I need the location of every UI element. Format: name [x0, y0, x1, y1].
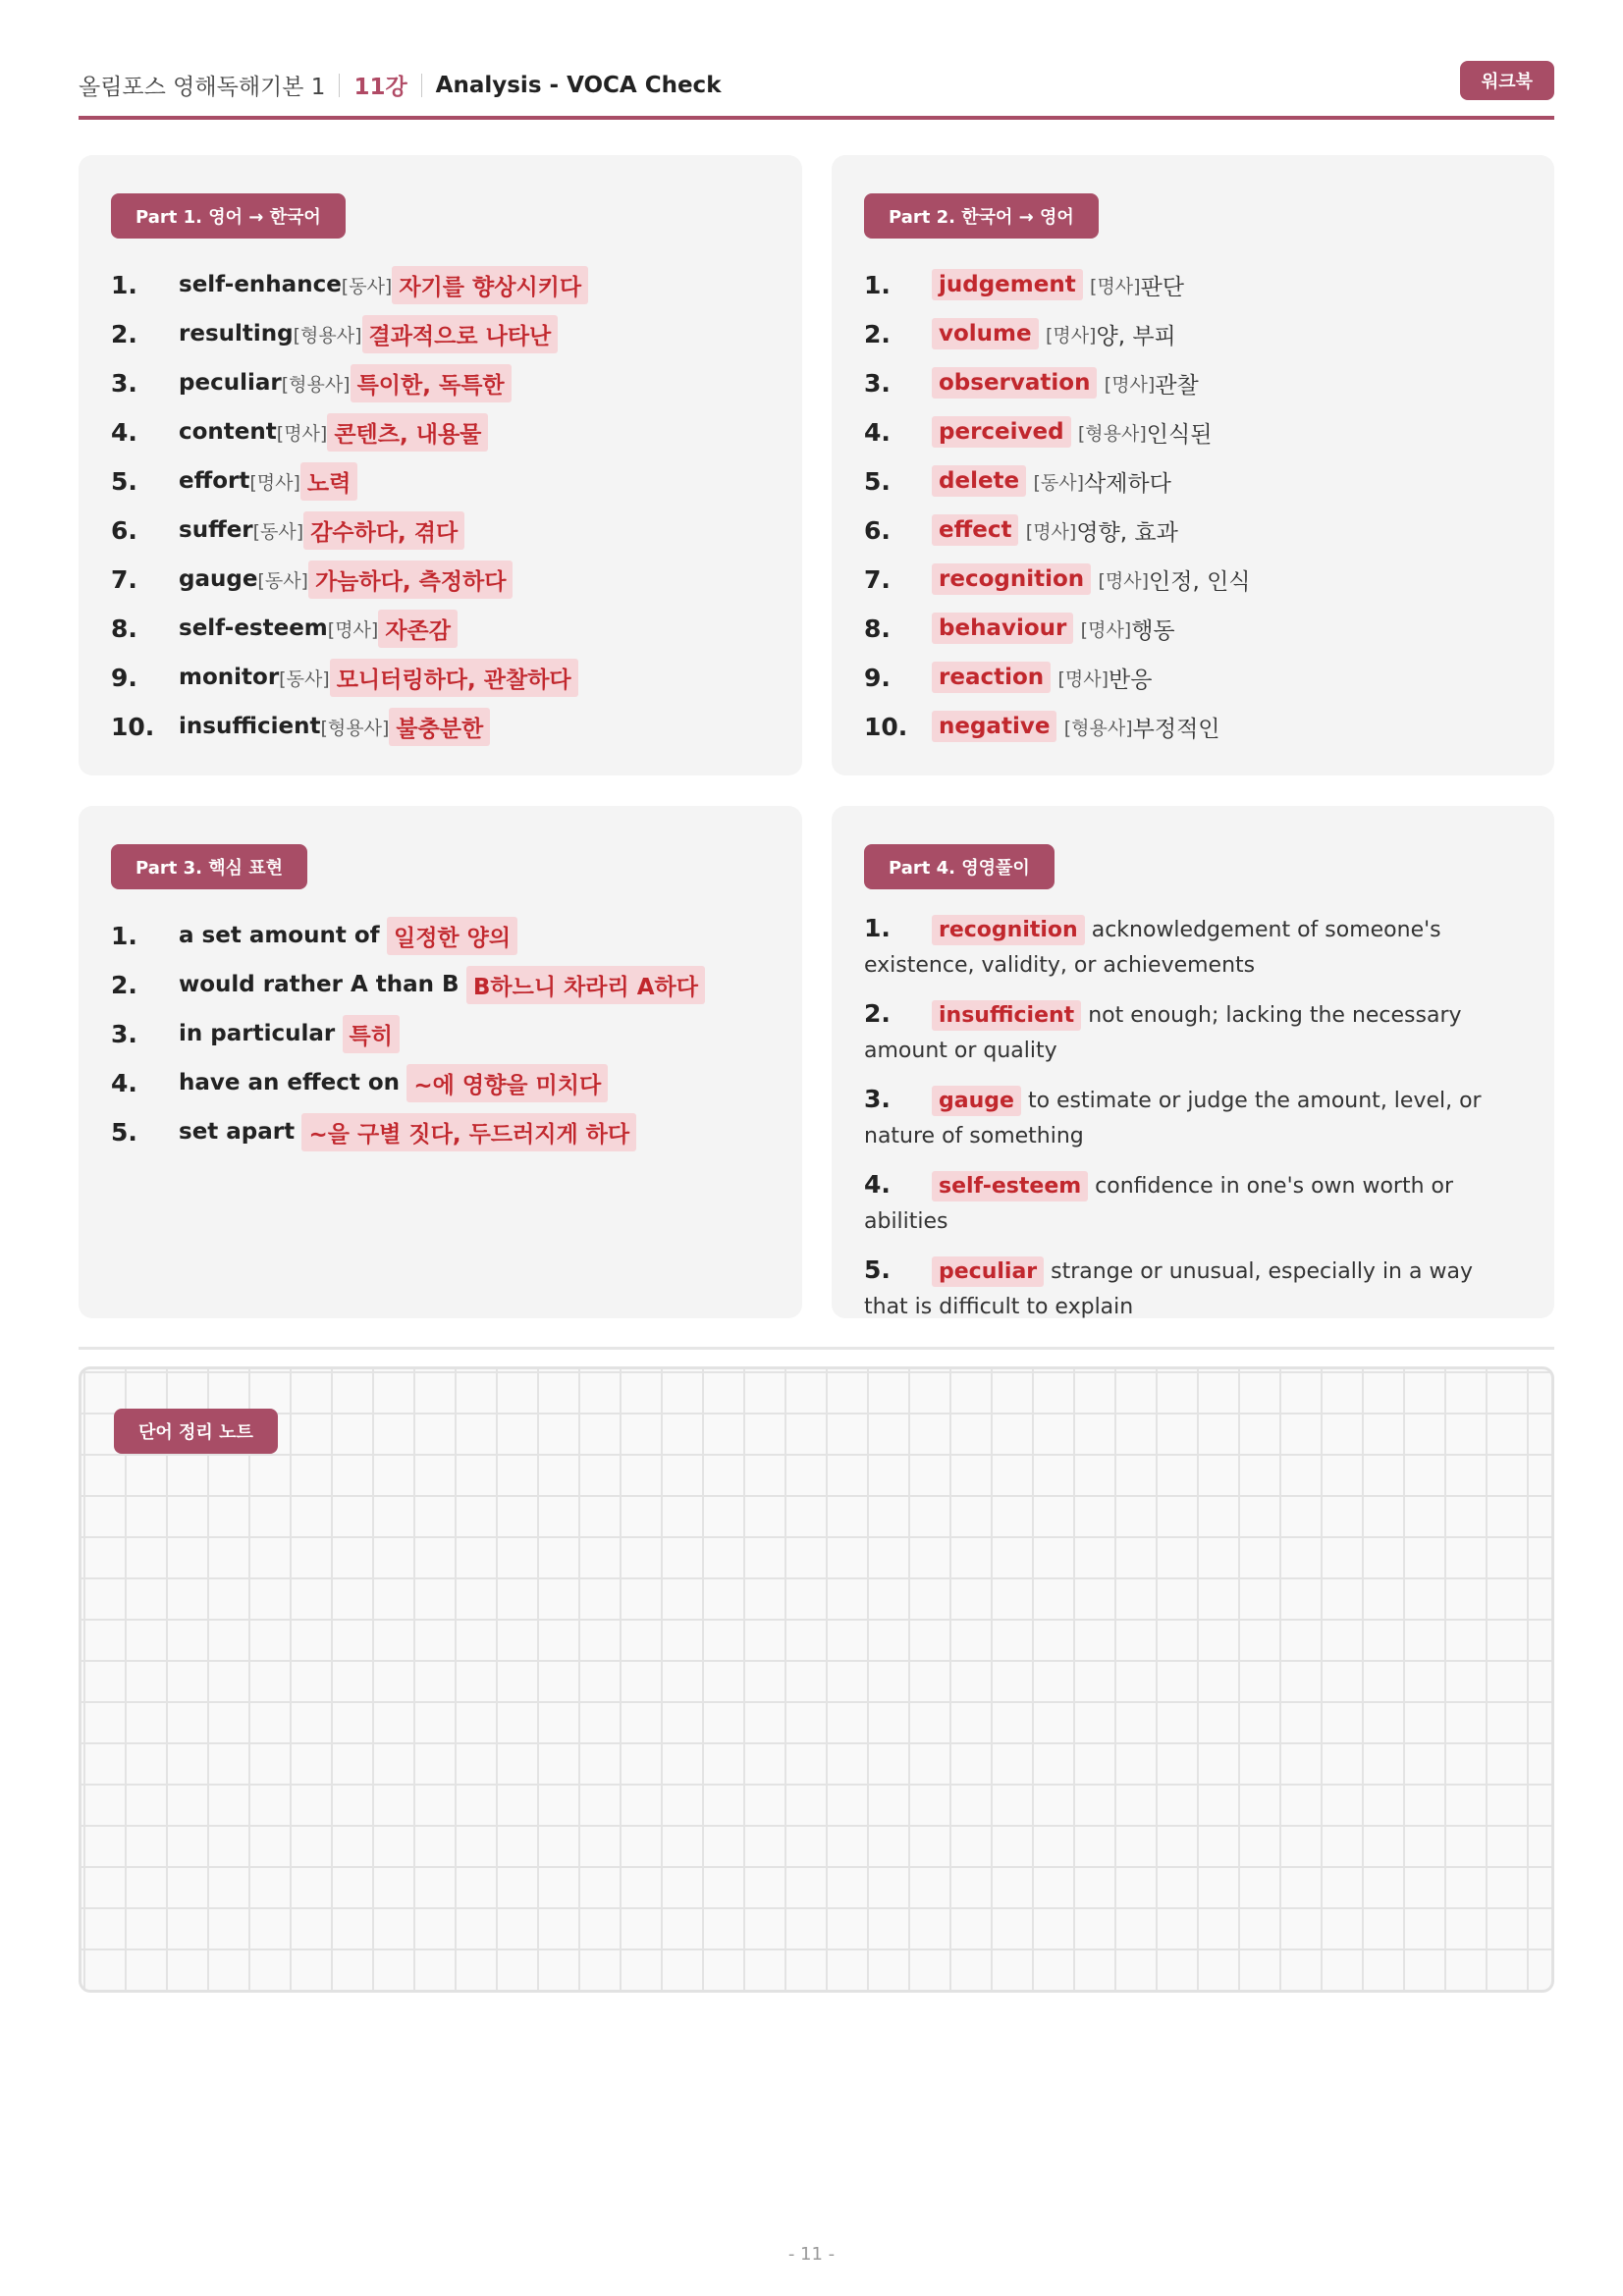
- list-item: [111, 260, 783, 309]
- list-item: [111, 1107, 783, 1156]
- list-item: [111, 506, 783, 555]
- item-number: 8.: [111, 614, 137, 643]
- item-number: 9.: [864, 663, 891, 692]
- key-phrase: in particular: [179, 1021, 336, 1046]
- vocab-word: content: [179, 419, 277, 445]
- key-phrase: set apart: [179, 1119, 296, 1145]
- answer-highlight: 노력: [300, 462, 357, 501]
- item-number: 1.: [111, 921, 137, 950]
- part3-list: [111, 911, 783, 1156]
- item-number: 3.: [864, 1085, 891, 1113]
- english-definition: confidence in one's own worth or abilities: [864, 1174, 1454, 1234]
- list-item: [111, 604, 783, 653]
- english-definition: to estimate or judge the amount, level, or nature of something: [864, 1089, 1482, 1148]
- list-item: [111, 911, 783, 960]
- answer-highlight: recognition: [932, 915, 1085, 945]
- item-number: 4.: [864, 1170, 891, 1199]
- item-number: 2.: [864, 999, 891, 1028]
- answer-highlight: 콘텐츠, 내용물: [327, 413, 488, 452]
- part-of-speech: [명사]: [327, 618, 379, 641]
- part1-list: [111, 260, 783, 751]
- item-number: 7.: [864, 564, 891, 594]
- list-item: [111, 555, 783, 604]
- header-separator: [339, 74, 340, 97]
- answer-highlight: reaction: [932, 662, 1051, 693]
- vocab-word: gauge: [179, 566, 258, 592]
- korean-meaning: 양, 부피: [1096, 323, 1176, 349]
- part2-panel: [832, 155, 1554, 775]
- answer-highlight: 결과적으로 나타난: [362, 315, 559, 353]
- answer-highlight: ~에 영향을 미치다: [406, 1064, 608, 1102]
- item-number: 5.: [111, 1117, 137, 1147]
- list-item: [111, 358, 783, 407]
- item-number: 5.: [864, 466, 891, 496]
- answer-highlight: 모니터링하다, 관찰하다: [330, 659, 578, 697]
- item-number: 5.: [111, 466, 137, 496]
- korean-meaning: 영향, 효과: [1076, 519, 1178, 546]
- item-number: 3.: [864, 368, 891, 398]
- part-of-speech: [명사]: [1098, 569, 1150, 592]
- answer-highlight: 자존감: [378, 610, 458, 648]
- answer-highlight: 특히: [343, 1015, 400, 1053]
- key-phrase: a set amount of: [179, 923, 380, 948]
- answer-highlight: delete: [932, 465, 1026, 497]
- part-of-speech: [형용사]: [1063, 717, 1133, 739]
- part-of-speech: [명사]: [1057, 667, 1109, 690]
- list-item: [864, 1082, 1515, 1154]
- part1-label: Part 1. 영어 → 한국어: [111, 193, 346, 239]
- part-of-speech: [동사]: [341, 275, 393, 297]
- answer-highlight: effect: [932, 514, 1018, 546]
- list-item: [111, 960, 783, 1009]
- item-number: 8.: [864, 614, 891, 643]
- answer-highlight: 불충분한: [389, 708, 490, 746]
- list-item: [111, 407, 783, 456]
- item-number: 3.: [111, 368, 137, 398]
- korean-meaning: 관찰: [1155, 372, 1199, 399]
- korean-meaning: 인식된: [1146, 421, 1213, 448]
- answer-highlight: B하느니 차라리 A하다: [466, 966, 705, 1004]
- page-header: [79, 61, 1554, 120]
- english-definition: not enough; lacking the necessary amount or quality: [864, 1003, 1462, 1063]
- part-of-speech: [동사]: [1033, 471, 1084, 494]
- list-item: [864, 358, 1535, 407]
- key-phrase: have an effect on: [179, 1070, 401, 1095]
- list-item: [864, 604, 1535, 653]
- english-definition: acknowledgement of someone's existence, validity, or achievements: [864, 918, 1441, 978]
- vocab-word: resulting: [179, 321, 294, 347]
- vocab-word: self-enhance: [179, 272, 342, 297]
- item-number: 4.: [111, 417, 137, 447]
- part1-panel: [79, 155, 802, 775]
- item-number: 3.: [111, 1019, 137, 1048]
- part-of-speech: [형용사]: [293, 324, 362, 347]
- answer-highlight: volume: [932, 318, 1039, 349]
- list-item: [111, 1058, 783, 1107]
- part2-list: [864, 260, 1535, 751]
- vocab-word: insufficient: [179, 714, 321, 739]
- list-item: [864, 653, 1535, 702]
- item-number: 1.: [864, 270, 891, 299]
- item-number: 2.: [111, 319, 137, 348]
- part4-label: Part 4. 영영풀이: [864, 844, 1055, 889]
- answer-highlight: recognition: [932, 563, 1091, 595]
- list-item: [864, 911, 1515, 984]
- korean-meaning: 반응: [1109, 667, 1153, 693]
- vocab-notes-grid[interactable]: [79, 1366, 1554, 1993]
- list-item: [111, 309, 783, 358]
- part3-label: Part 3. 핵심 표현: [111, 844, 307, 889]
- vocab-word: suffer: [179, 517, 253, 543]
- item-number: 6.: [111, 515, 137, 545]
- answer-highlight: 가늠하다, 측정하다: [308, 561, 514, 599]
- part4-list: [864, 911, 1515, 1338]
- item-number: 6.: [864, 515, 891, 545]
- answer-highlight: self-esteem: [932, 1171, 1088, 1201]
- part3-panel: [79, 806, 802, 1318]
- list-item: [111, 456, 783, 506]
- part-of-speech: [명사]: [1025, 520, 1077, 543]
- answer-highlight: perceived: [932, 416, 1071, 448]
- list-item: [864, 1253, 1515, 1325]
- item-number: 10.: [864, 712, 908, 741]
- item-number: 7.: [111, 564, 137, 594]
- answer-highlight: peculiar: [932, 1256, 1044, 1287]
- item-number: 1.: [864, 914, 891, 942]
- korean-meaning: 부정적인: [1132, 716, 1220, 742]
- part-of-speech: [형용사]: [320, 717, 390, 739]
- item-number: 1.: [111, 270, 137, 299]
- item-number: 4.: [864, 417, 891, 447]
- key-phrase: would rather A than B: [179, 972, 460, 997]
- answer-highlight: behaviour: [932, 613, 1073, 644]
- list-item: [864, 456, 1535, 506]
- part4-panel: [832, 806, 1554, 1318]
- item-number: 2.: [111, 970, 137, 999]
- korean-meaning: 판단: [1140, 274, 1185, 300]
- list-item: [864, 506, 1535, 555]
- part-of-speech: [명사]: [1080, 618, 1132, 641]
- item-number: 10.: [111, 712, 155, 741]
- list-item: [864, 1167, 1515, 1240]
- answer-highlight: gauge: [932, 1086, 1021, 1116]
- vocab-word: effort: [179, 468, 250, 494]
- list-item: [864, 996, 1515, 1069]
- list-item: [111, 702, 783, 751]
- english-definition: strange or unusual, especially in a way that is difficult to explain: [864, 1259, 1473, 1319]
- part-of-speech: [명사]: [276, 422, 328, 445]
- vocab-word: peculiar: [179, 370, 282, 396]
- item-number: 5.: [864, 1255, 891, 1284]
- list-item: [864, 702, 1535, 751]
- korean-meaning: 삭제하다: [1084, 470, 1171, 497]
- list-item: [864, 260, 1535, 309]
- book-title: 올림포스 영해독해기본 1: [79, 75, 326, 100]
- korean-meaning: 인정, 인식: [1149, 568, 1251, 595]
- part-of-speech: [형용사]: [1077, 422, 1147, 445]
- answer-highlight: insufficient: [932, 1000, 1081, 1031]
- notes-label: 단어 정리 노트: [114, 1409, 278, 1454]
- list-item: [111, 653, 783, 702]
- part-of-speech: [동사]: [257, 569, 308, 592]
- korean-meaning: 행동: [1131, 617, 1175, 644]
- list-item: [864, 309, 1535, 358]
- item-number: 4.: [111, 1068, 137, 1097]
- vocab-word: self-esteem: [179, 615, 328, 641]
- vocab-word: monitor: [179, 665, 280, 690]
- part-of-speech: [동사]: [252, 520, 304, 543]
- list-item: [864, 555, 1535, 604]
- answer-highlight: 일정한 양의: [387, 917, 517, 955]
- part-of-speech: [명사]: [1104, 373, 1156, 396]
- part-of-speech: [명사]: [1090, 275, 1141, 297]
- section-title: Analysis - VOCA Check: [435, 72, 722, 98]
- answer-highlight: observation: [932, 367, 1097, 399]
- answer-highlight: ~을 구별 짓다, 두드러지게 하다: [301, 1113, 636, 1151]
- part-of-speech: [명사]: [1045, 324, 1097, 347]
- item-number: 2.: [864, 319, 891, 348]
- header-separator: [421, 74, 422, 97]
- answer-highlight: 감수하다, 겪다: [303, 511, 464, 550]
- lesson-number: 11강: [353, 75, 407, 100]
- part2-label: Part 2. 한국어 → 영어: [864, 193, 1099, 239]
- answer-highlight: 자기를 향상시키다: [392, 266, 588, 304]
- section-divider: [79, 1347, 1554, 1350]
- list-item: [111, 1009, 783, 1058]
- answer-highlight: judgement: [932, 269, 1083, 300]
- workbook-badge: 워크북: [1460, 61, 1554, 100]
- list-item: [864, 407, 1535, 456]
- answer-highlight: negative: [932, 711, 1056, 742]
- part-of-speech: [명사]: [249, 471, 300, 494]
- part-of-speech: [형용사]: [281, 373, 351, 396]
- answer-highlight: 특이한, 독특한: [351, 364, 512, 402]
- page-number: - 11 -: [787, 2244, 836, 2265]
- part-of-speech: [동사]: [279, 667, 330, 690]
- item-number: 9.: [111, 663, 137, 692]
- header-breadcrumb: [79, 69, 722, 101]
